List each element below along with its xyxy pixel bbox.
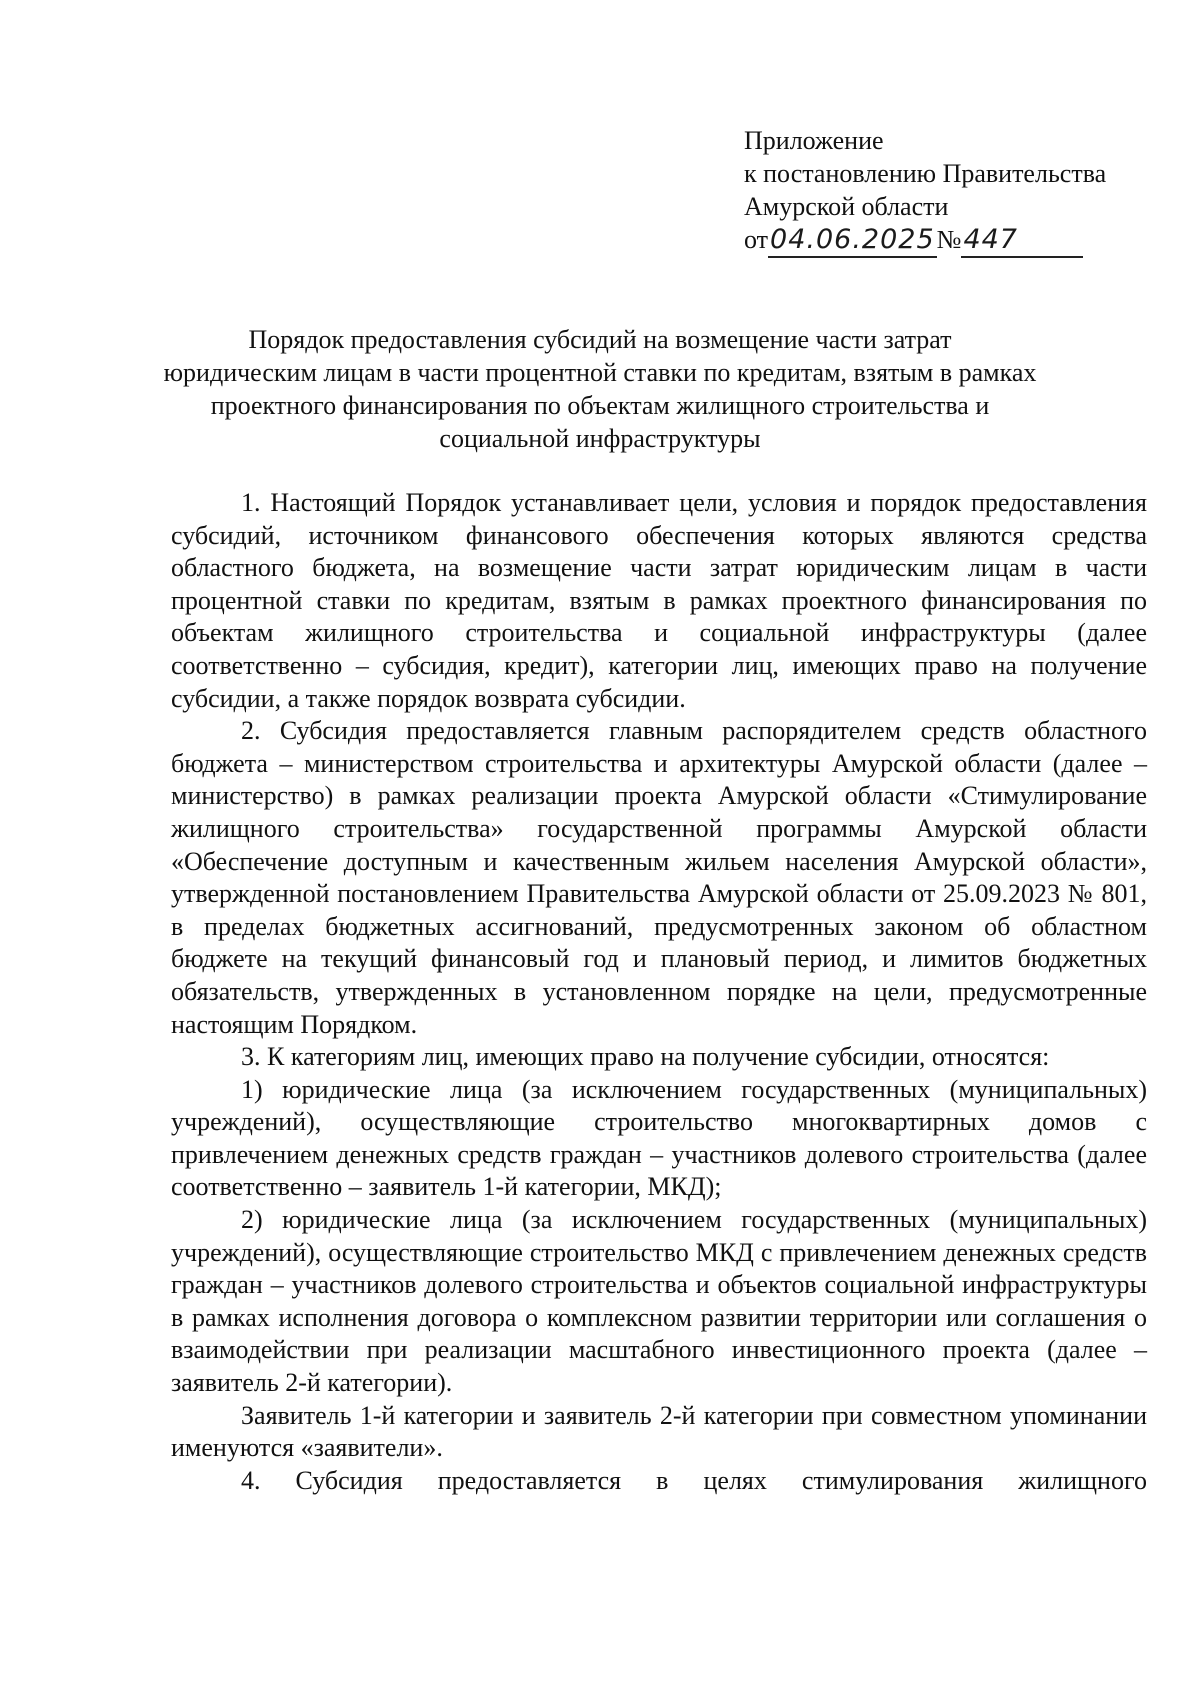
title-line-2: юридическим лицам в части процентной ставки по кредитам, взятым в рамках [163,358,1037,387]
document-title [150,323,1050,455]
number-sign: № [936,225,962,254]
paragraph-applicants: Заявитель 1-й категории и заявитель 2-й категории при совместном упоминании именуются «заявители». [171,1400,1147,1463]
title-line-3: проектного финансирования по объектам жилищного строительства и [210,391,990,420]
appendix-block [744,124,1106,258]
appendix-region-line: Амурской области [744,192,949,221]
paragraph-1: 1. Настоящий Порядок устанавливает цели, условия и порядок предоставления субсидий, источником финансового обеспечения которых являются средства областного бюджета, на возмещение части затрат юридическим лицам в части процентной ставки по кредитам, взятым в рамках проектного финансирования по объектам жилищного строительства и социальной инфраструктуры (далее соответственно – субсидия, кредит), категории лиц, имеющих право на получение субсидии, а также порядок возврата субсидии. [171,488,1147,713]
title-line-4: социальной инфраструктуры [439,424,761,453]
paragraph-2: 2. Субсидия предоставляется главным распорядителем средств областного бюджета – министерством строительства и архитектуры Амурской области (далее – министерство) в рамках реализации проекта Амурской области «Стимулирование жилищного строительства» государственной программы Амурской области «Обеспечение доступным и качественным жильем населения Амурской области», утвержденной постановлением Правительства Амурской области от 25.09.2023 № 801, в пределах бюджетных ассигнований, предусмотренных законом об областном бюджете на текущий финансовый год и плановый период, и лимитов бюджетных обязательств, утвержденных в установленном порядке на цели, предусмотренные настоящим Порядком. [171,716,1147,1039]
handwritten-date: 04.06.2025 [770,224,935,255]
title-line-1: Порядок предоставления субсидий на возмещение части затрат [248,325,952,354]
appendix-resolution-line: к постановлению Правительства [744,159,1107,188]
document-body [171,487,1147,1497]
paragraph-3: 3. К категориям лиц, имеющих право на получение субсидии, относятся: [241,1042,1050,1072]
appendix-heading: Приложение [744,126,884,155]
appendix-date-number-line [744,223,1106,258]
list-item-2: 2) юридические лица (за исключением государственных (муниципальных) учреждений), осуществляющие строительство МКД с привлечением денежных средств граждан – участников долевого строительства и объектов социальной инфраструктуры в рамках исполнения договора о комплексном развитии территории или соглашения о взаимодействии при реализации масштабного инвестиционного проекта (далее – заявитель 2-й категории). [171,1205,1147,1398]
paragraph-4: 4. Субсидия предоставляется в целях стимулирования жилищного [241,1465,1147,1495]
handwritten-number: 447 [963,224,1018,255]
date-prefix: от [744,225,769,254]
list-item-1: 1) юридические лица (за исключением государственных (муниципальных) учреждений), осуществляющие строительство многоквартирных домов с привлечением денежных средств граждан – участников долевого строительства (далее соответственно – заявитель 1-й категории, МКД); [171,1074,1147,1202]
